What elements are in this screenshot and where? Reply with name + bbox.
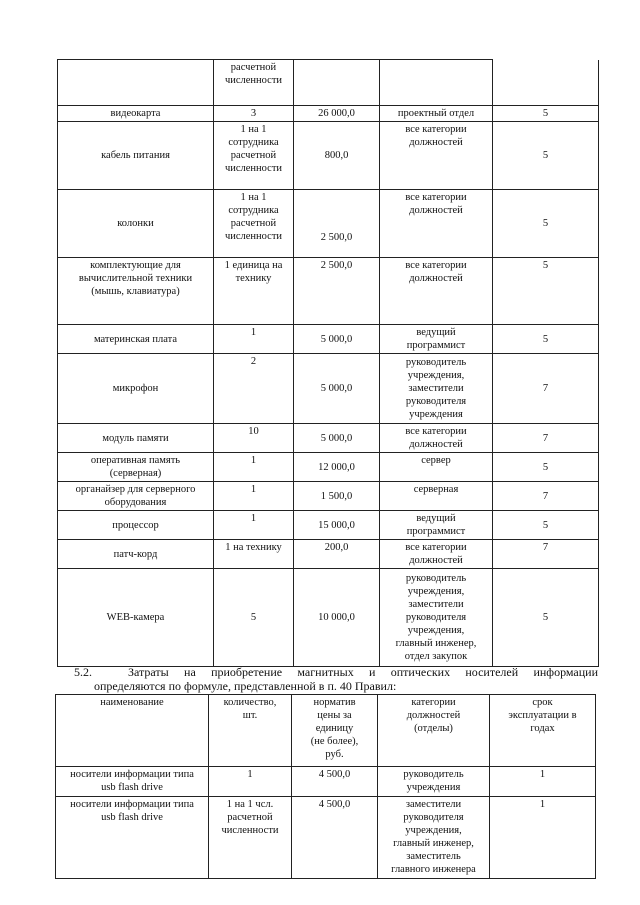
term-cell: 5	[493, 106, 599, 122]
section-number: 5.2.	[74, 665, 92, 679]
term-cell: 7	[493, 354, 599, 424]
table-row	[58, 569, 599, 667]
table-row	[56, 797, 596, 879]
term-cell	[493, 60, 599, 106]
name-cell: носители информации типа usb flash drive	[56, 797, 209, 879]
qty-cell: 1	[214, 482, 294, 511]
name-cell: процессор	[58, 511, 214, 540]
name-cell	[58, 60, 214, 106]
category-cell: проектный отдел	[380, 106, 493, 122]
price-cell: 5 000,0	[294, 325, 380, 354]
name-cell: комплектующие для вычислительной техники (мышь, клавиатура)	[58, 258, 214, 325]
table-row	[58, 122, 599, 190]
qty-cell: расчетной численности	[214, 60, 294, 106]
term-cell: 7	[493, 540, 599, 569]
table-row	[58, 106, 599, 122]
price-cell: 5 000,0	[294, 424, 380, 453]
name-cell: микрофон	[58, 354, 214, 424]
qty-cell: 1	[214, 325, 294, 354]
table-row	[58, 424, 599, 453]
qty-cell: 1 на технику	[214, 540, 294, 569]
table-row	[58, 540, 599, 569]
category-cell: все категории должностей	[380, 424, 493, 453]
price-cell: 200,0	[294, 540, 380, 569]
term-cell: 5	[493, 453, 599, 482]
term-cell: 5	[493, 511, 599, 540]
price-cell: 2 500,0	[294, 190, 380, 258]
category-cell	[380, 60, 493, 106]
price-cell: 4 500,0	[292, 797, 378, 879]
equipment-norms-table	[57, 59, 599, 667]
term-cell: 7	[493, 424, 599, 453]
category-cell: все категории должностей	[380, 258, 493, 325]
name-cell: кабель питания	[58, 122, 214, 190]
term-cell: 5	[493, 122, 599, 190]
name-cell: модуль памяти	[58, 424, 214, 453]
name-cell: колонки	[58, 190, 214, 258]
price-cell: 10 000,0	[294, 569, 380, 667]
qty-cell: 1	[214, 453, 294, 482]
header-term: срок эксплуатации в годах	[490, 695, 596, 767]
term-cell: 5	[493, 258, 599, 325]
price-cell: 15 000,0	[294, 511, 380, 540]
table-row	[58, 325, 599, 354]
header-name: наименование	[56, 695, 209, 767]
qty-cell: 10	[214, 424, 294, 453]
name-cell: WEB-камера	[58, 569, 214, 667]
term-cell: 1	[490, 767, 596, 797]
qty-cell: 1 единица на технику	[214, 258, 294, 325]
section-text-line-2: определяются по формуле, представленной в п. 40 Правил:	[94, 679, 397, 693]
term-cell: 7	[493, 482, 599, 511]
header-qty: количество, шт.	[209, 695, 292, 767]
price-cell: 5 000,0	[294, 354, 380, 424]
term-cell: 1	[490, 797, 596, 879]
category-cell: серверная	[380, 482, 493, 511]
price-cell: 800,0	[294, 122, 380, 190]
header-price: норматив цены за единицу (не более), руб.	[292, 695, 378, 767]
qty-cell: 1 на 1 сотрудника расчетной численности	[214, 190, 294, 258]
section-text-line-1: Затраты на приобретение магнитных и оптических носителей информации	[128, 665, 598, 679]
category-cell: руководитель учреждения, заместители руководителя учреждения	[380, 354, 493, 424]
name-cell: патч-корд	[58, 540, 214, 569]
table-header-row	[56, 695, 596, 767]
qty-cell: 5	[214, 569, 294, 667]
term-cell: 5	[493, 325, 599, 354]
table-row	[58, 190, 599, 258]
media-norms-table	[55, 694, 596, 879]
qty-cell: 1 на 1 чсл. расчетной численности	[209, 797, 292, 879]
qty-cell: 2	[214, 354, 294, 424]
table-row	[58, 511, 599, 540]
category-cell: заместители руководителя учреждения, главный инженер, заместитель главного инженера	[378, 797, 490, 879]
table-row	[58, 60, 599, 106]
price-cell: 1 500,0	[294, 482, 380, 511]
header-category: категории должностей (отделы)	[378, 695, 490, 767]
category-cell: руководитель учреждения, заместители руководителя учреждения, главный инженер, отдел закупок	[380, 569, 493, 667]
qty-cell: 3	[214, 106, 294, 122]
name-cell: материнская плата	[58, 325, 214, 354]
table-row	[58, 258, 599, 325]
qty-cell: 1	[214, 511, 294, 540]
term-cell: 5	[493, 569, 599, 667]
table-row	[58, 453, 599, 482]
category-cell: все категории должностей	[380, 540, 493, 569]
table-row	[56, 767, 596, 797]
name-cell: оперативная память (серверная)	[58, 453, 214, 482]
price-cell: 2 500,0	[294, 258, 380, 325]
category-cell: все категории должностей	[380, 190, 493, 258]
name-cell: носители информации типа usb flash drive	[56, 767, 209, 797]
qty-cell: 1	[209, 767, 292, 797]
qty-cell: 1 на 1 сотрудника расчетной численности	[214, 122, 294, 190]
table-row	[58, 482, 599, 511]
price-cell: 26 000,0	[294, 106, 380, 122]
name-cell: органайзер для серверного оборудования	[58, 482, 214, 511]
category-cell: сервер	[380, 453, 493, 482]
category-cell: руководитель учреждения	[378, 767, 490, 797]
price-cell	[294, 60, 380, 106]
category-cell: ведущий программист	[380, 325, 493, 354]
term-cell: 5	[493, 190, 599, 258]
price-cell: 4 500,0	[292, 767, 378, 797]
name-cell: видеокарта	[58, 106, 214, 122]
price-cell: 12 000,0	[294, 453, 380, 482]
category-cell: ведущий программист	[380, 511, 493, 540]
table-row	[58, 354, 599, 424]
category-cell: все категории должностей	[380, 122, 493, 190]
